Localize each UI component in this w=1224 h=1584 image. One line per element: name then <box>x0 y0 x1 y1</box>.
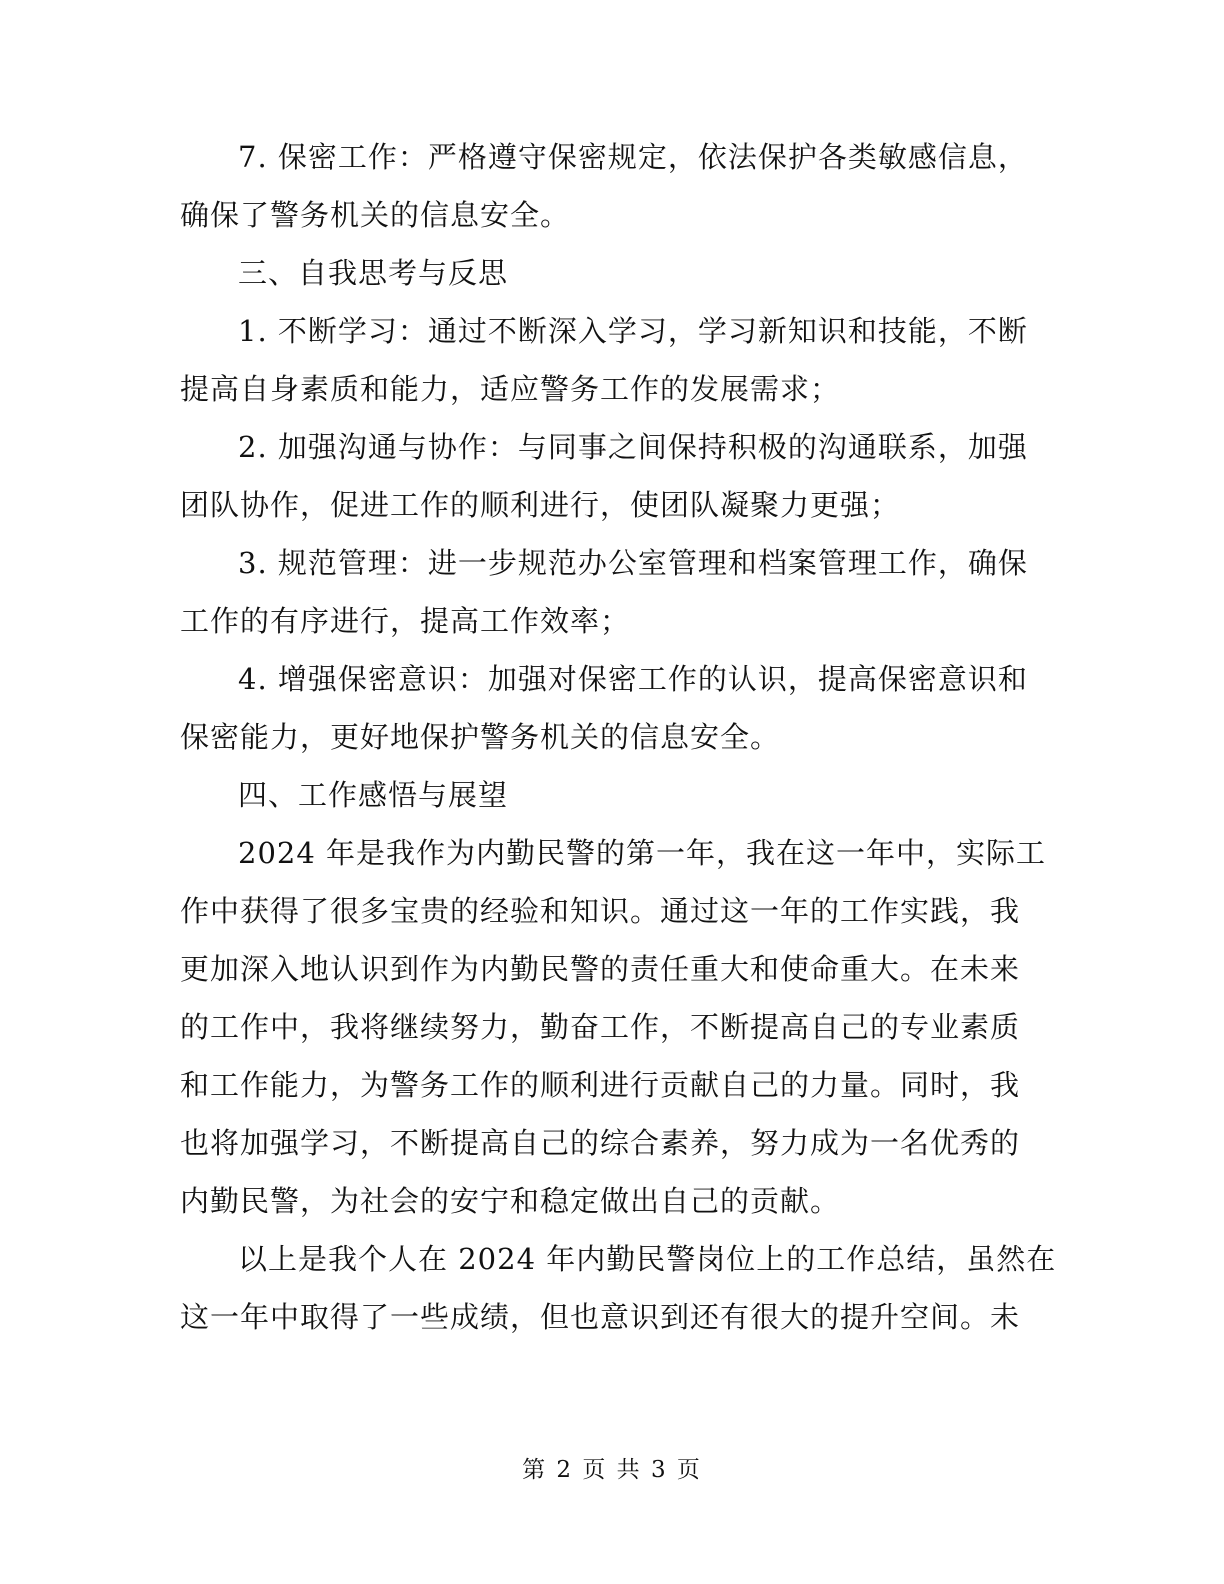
item-7-line-2: 确保了警务机关的信息安全。 <box>180 198 571 232</box>
reflection-3-line-1: 3. 规范管理：进一步规范办公室管理和档案管理工作，确保 <box>238 546 1028 580</box>
outlook-paragraph-line-3: 更加深入地认识到作为内勤民警的责任重大和使命重大。在未来 <box>180 952 1021 986</box>
reflection-1-line-1: 1. 不断学习：通过不断深入学习，学习新知识和技能，不断 <box>238 314 1028 348</box>
section-4-heading: 四、工作感悟与展望 <box>238 778 509 812</box>
section-3-heading: 三、自我思考与反思 <box>238 256 509 290</box>
reflection-3-line-2: 工作的有序进行，提高工作效率； <box>180 604 631 638</box>
item-7-line-1: 7. 保密工作：严格遵守保密规定，依法保护各类敏感信息， <box>238 140 1028 174</box>
reflection-1-line-2: 提高自身素质和能力，适应警务工作的发展需求； <box>180 372 841 406</box>
outlook-paragraph-line-5: 和工作能力，为警务工作的顺利进行贡献自己的力量。同时，我 <box>180 1068 1021 1102</box>
reflection-2-line-1: 2. 加强沟通与协作：与同事之间保持积极的沟通联系，加强 <box>238 430 1028 464</box>
summary-paragraph-line-1: 以上是我个人在 2024 年内勤民警岗位上的工作总结，虽然在 <box>238 1242 1057 1276</box>
outlook-paragraph-line-6: 也将加强学习，不断提高自己的综合素养，努力成为一名优秀的 <box>180 1126 1021 1160</box>
reflection-2-line-2: 团队协作，促进工作的顺利进行，使团队凝聚力更强； <box>180 488 901 522</box>
document-body <box>180 128 1057 1346</box>
reflection-4-line-2: 保密能力，更好地保护警务机关的信息安全。 <box>180 720 781 754</box>
outlook-paragraph-line-1: 2024 年是我作为内勤民警的第一年，我在这一年中，实际工 <box>238 836 1047 870</box>
page-number-footer: 第 2 页 共 3 页 <box>522 1457 702 1483</box>
outlook-paragraph-line-2: 作中获得了很多宝贵的经验和知识。通过这一年的工作实践，我 <box>180 894 1021 928</box>
outlook-paragraph-line-7: 内勤民警，为社会的安宁和稳定做出自己的贡献。 <box>180 1184 841 1218</box>
reflection-4-line-1: 4. 增强保密意识：加强对保密工作的认识，提高保密意识和 <box>238 662 1028 696</box>
summary-paragraph-line-2: 这一年中取得了一些成绩，但也意识到还有很大的提升空间。未 <box>180 1300 1021 1334</box>
outlook-paragraph-line-4: 的工作中，我将继续努力，勤奋工作，不断提高自己的专业素质 <box>180 1010 1021 1044</box>
